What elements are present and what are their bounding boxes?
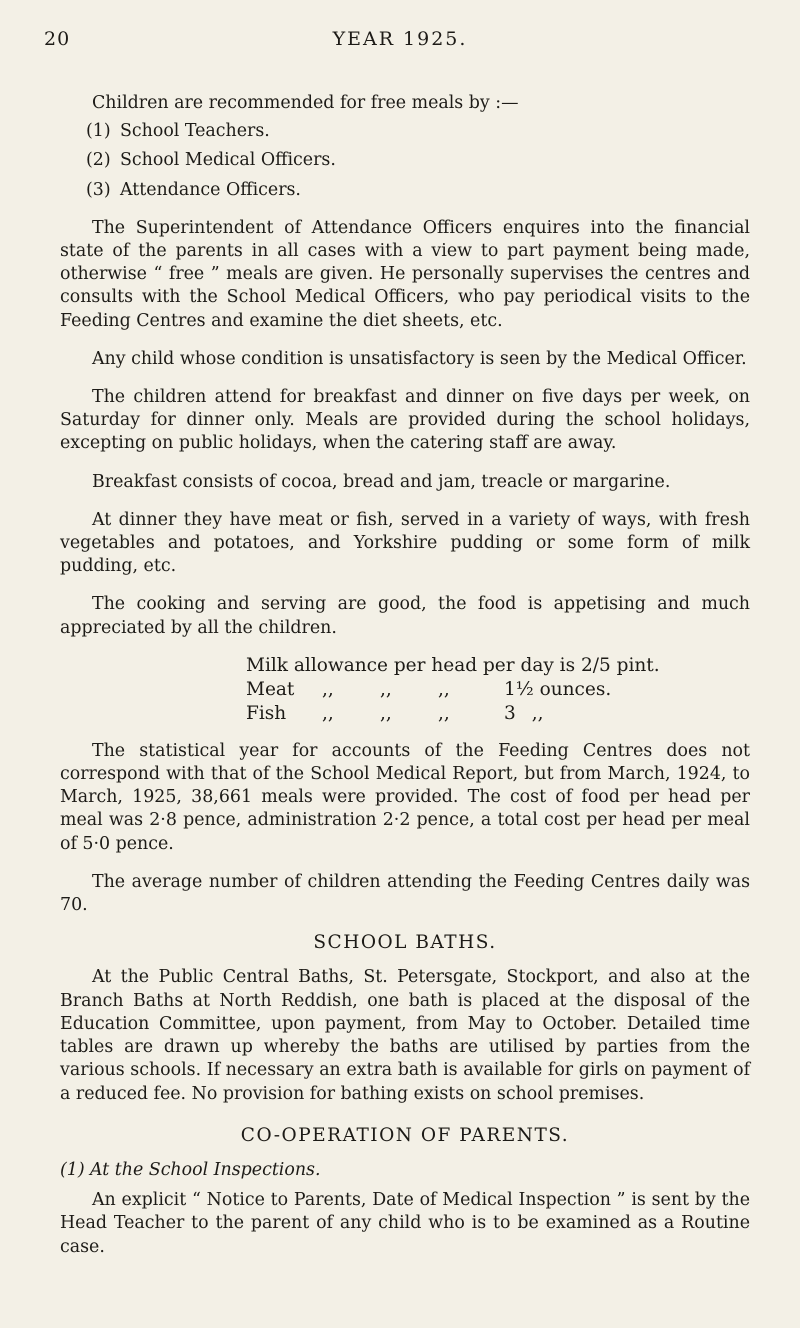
- subsection-number: (1): [60, 1159, 85, 1180]
- paragraph-attendance: The children attend for breakfast and dinner on five days per week, on Saturday for dinner only. Meals are provided during the school holidays, excepting on public holidays, when the catering staff are away.: [60, 387, 750, 454]
- list-number: (3): [86, 179, 111, 200]
- milk-allowance-line: Milk allowance per head per day is 2/5 pint.: [246, 654, 660, 676]
- page-number: 20: [44, 28, 71, 50]
- fish-allowance-row: [246, 702, 750, 726]
- paragraph-statistics: The statistical year for accounts of the Feeding Centres does not correspond with that of the School Medical Report, but from March, 1924, to March, 1925, 38,661 meals were provided. The cost of food per head per meal was 2·8 pence, administration 2·2 pence, a total cost per head per meal of 5·0 pence.: [60, 740, 750, 854]
- subsection-heading: [60, 1159, 750, 1182]
- fish-value: 3: [504, 702, 516, 724]
- paragraph-dinner: At dinner they have meat or fish, served in a variety of ways, with fresh vegetables and potatoes, and Yorkshire pudding or some form of milk pudding, etc.: [60, 509, 750, 577]
- intro-line: Children are recommended for free meals by :—: [92, 93, 519, 113]
- ditto-mark: ,,: [531, 702, 544, 724]
- list-text: School Medical Officers.: [120, 150, 336, 171]
- page-body: [60, 92, 750, 1259]
- list-text: Attendance Officers.: [120, 179, 301, 200]
- section-heading-school-baths: SCHOOL BATHS.: [313, 932, 497, 954]
- list-item: [86, 149, 750, 172]
- paragraph-school-baths: At the Public Central Baths, St. Petersgate, Stockport, and also at the Branch Baths at North Reddish, one bath is placed at the disposal of the Education Committee, upon payment, from May to October. Detailed time tables are drawn up whereby the baths are utilised by parties from the various schools. If necessary an extra bath is available for girls on payment of a reduced fee. No provision for bathing exists on school premises.: [60, 967, 750, 1104]
- subsection-title: At the School Inspections.: [90, 1159, 321, 1180]
- meat-value: 1½ ounces.: [504, 678, 612, 700]
- ditto-mark: ,,: [322, 702, 334, 724]
- list-number: (2): [86, 150, 111, 171]
- meat-allowance-row: [246, 678, 750, 702]
- list-text: School Teachers.: [120, 121, 270, 142]
- paragraph-breakfast: Breakfast consists of cocoa, bread and jam, treacle or margarine.: [92, 471, 671, 492]
- paragraph-medical-officer: Any child whose condition is unsatisfactory is seen by the Medical Officer.: [92, 348, 747, 369]
- paragraph-notice-to-parents: An explicit “ Notice to Parents, Date of Medical Inspection ” is sent by the Head Teacher to the parent of any child who is to be examined as a Routine case.: [60, 1190, 750, 1257]
- list-item: [86, 120, 750, 143]
- paragraph-superintendent: The Superintendent of Attendance Officers enquires into the financial state of the parents in all cases with a view to part payment being made, otherwise “ free ” meals are given. He personally supervises the centres and consults with the School Medical Officers, who pay periodical visits to the Feeding Centres and examine the diet sheets, etc.: [60, 217, 750, 331]
- allowance-table: [246, 654, 750, 726]
- ditto-mark: ,,: [438, 678, 450, 700]
- recommender-list: [60, 120, 750, 202]
- paragraph-average: The average number of children attending the Feeding Centres daily was 70.: [60, 871, 750, 916]
- section-heading-cooperation: CO-OPERATION OF PARENTS.: [240, 1124, 570, 1146]
- list-item: [86, 179, 750, 202]
- fish-label: Fish: [246, 702, 287, 724]
- list-number: (1): [86, 121, 111, 142]
- paragraph-cooking: The cooking and serving are good, the food is appetising and much appreciated by all the children.: [60, 594, 750, 638]
- running-head: YEAR 1925.: [332, 28, 468, 50]
- page-header: [0, 28, 800, 58]
- ditto-mark: ,,: [380, 678, 392, 700]
- ditto-mark: ,,: [438, 702, 450, 724]
- meat-label: Meat: [246, 678, 295, 700]
- ditto-mark: ,,: [380, 702, 392, 724]
- ditto-mark: ,,: [322, 678, 334, 700]
